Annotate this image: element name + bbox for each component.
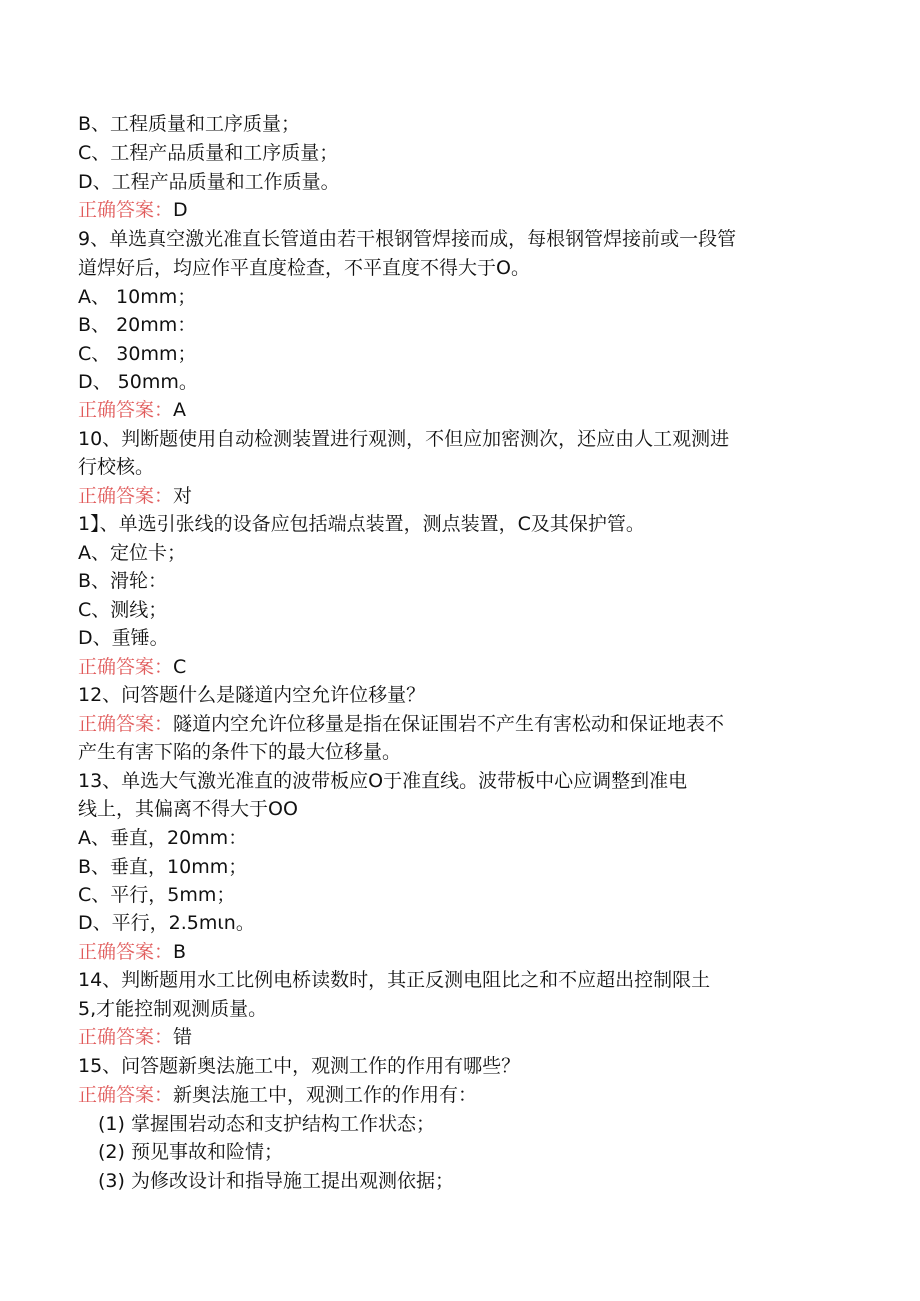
question-12 bbox=[78, 683, 425, 707]
text: 14、判断题用水工比例电桥读数时，其正反测电阻比之和不应超出控制限土 bbox=[78, 969, 711, 991]
text: 1】、单选引张线的设备应包括端点装置，测点装置，C及其保护管。 bbox=[78, 513, 645, 535]
option-b-q13 bbox=[78, 855, 247, 879]
text: D、 50mm。 bbox=[78, 371, 198, 393]
option-d-q9 bbox=[78, 370, 198, 394]
question-14-line-2 bbox=[78, 997, 267, 1021]
option-a-q13 bbox=[78, 826, 247, 850]
answer-q9 bbox=[78, 398, 186, 422]
option-b-q11 bbox=[78, 569, 167, 593]
answer-q15-item-1 bbox=[98, 1112, 435, 1136]
text: 9、单选真空激光准直长管道由若干根钢管焊接而成，每根钢管焊接前或一段管 bbox=[78, 228, 737, 250]
text: 10、判断题使用自动检测装置进行观测，不但应加密测次，还应由人工观测进 bbox=[78, 428, 730, 450]
option-c-q13 bbox=[78, 883, 235, 907]
text: (3) 为修改设计和指导施工提出观测依据； bbox=[98, 1170, 454, 1192]
text: B、滑轮： bbox=[78, 570, 168, 592]
text: A、 10mm； bbox=[78, 286, 197, 308]
text: D、重锤。 bbox=[78, 627, 169, 649]
answer-label: 正确答案： bbox=[78, 1026, 174, 1048]
answer-value: C bbox=[173, 656, 187, 678]
text: 线上，其偏离不得大于OO bbox=[78, 798, 298, 820]
option-d-q13 bbox=[78, 911, 255, 935]
text: C、平行，5mm； bbox=[78, 884, 236, 906]
question-13-line-1 bbox=[78, 769, 687, 793]
text: 产生有害下陷的条件下的最大位移量。 bbox=[78, 741, 402, 763]
answer-label: 正确答案： bbox=[78, 199, 174, 221]
option-c-q9 bbox=[78, 342, 197, 366]
text: B、工程质量和工序质量； bbox=[78, 113, 301, 135]
text: 12、问答题什么是隧道内空允许位移量？ bbox=[78, 684, 426, 706]
answer-value: B bbox=[173, 941, 187, 963]
question-13-line-2 bbox=[78, 797, 298, 821]
answer-label: 正确答案： bbox=[78, 399, 174, 421]
option-b-q9 bbox=[78, 313, 196, 337]
text: A、垂直，20mm： bbox=[78, 827, 248, 849]
text: D、平行，2.5mιn。 bbox=[78, 912, 255, 934]
text: B、垂直，10mm； bbox=[78, 856, 248, 878]
option-a-q11 bbox=[78, 541, 186, 565]
text: 行校核。 bbox=[78, 456, 155, 478]
answer-q10 bbox=[78, 484, 192, 508]
answer-label: 正确答案： bbox=[78, 485, 174, 507]
answer-q15-item-2 bbox=[98, 1140, 283, 1164]
question-15 bbox=[78, 1054, 520, 1078]
answer-value: 新奥法施工中，观测工作的作用有： bbox=[173, 1084, 478, 1106]
text: C、测线； bbox=[78, 599, 168, 621]
text: (2) 预见事故和险情； bbox=[98, 1141, 283, 1163]
text: (1) 掌握围岩动态和支护结构工作状态； bbox=[98, 1113, 435, 1135]
text: A、定位卡； bbox=[78, 542, 186, 564]
text: 道焊好后，均应作平直度检查，不平直度不得大于O。 bbox=[78, 257, 530, 279]
option-c-q11 bbox=[78, 598, 167, 622]
answer-value: 隧道内空允许位移量是指在保证围岩不产生有害松动和保证地表不 bbox=[173, 713, 725, 735]
answer-q15-item-3 bbox=[98, 1169, 454, 1193]
answer-q15 bbox=[78, 1083, 477, 1107]
answer-label: 正确答案： bbox=[78, 656, 174, 678]
text: C、 30mm； bbox=[78, 343, 197, 365]
answer-label: 正确答案： bbox=[78, 713, 174, 735]
question-9-line-1 bbox=[78, 227, 736, 251]
answer-q14 bbox=[78, 1025, 192, 1049]
text: D、工程产品质量和工作质量。 bbox=[78, 171, 340, 193]
answer-q8 bbox=[78, 198, 188, 222]
answer-q12-continued bbox=[78, 740, 401, 764]
text: 15、问答题新奥法施工中，观测工作的作用有哪些？ bbox=[78, 1055, 521, 1077]
question-10-line-1 bbox=[78, 427, 729, 451]
option-d-q8 bbox=[78, 170, 340, 194]
answer-label: 正确答案： bbox=[78, 1084, 174, 1106]
question-14-line-1 bbox=[78, 968, 710, 992]
answer-q12 bbox=[78, 712, 724, 736]
text: 13、单选大气激光准直的波带板应O于准直线。波带板中心应调整到准电 bbox=[78, 770, 688, 792]
text: C、工程产品质量和工序质量； bbox=[78, 142, 339, 164]
option-b-q8 bbox=[78, 112, 300, 136]
text: 5,才能控制观测质量。 bbox=[78, 998, 268, 1020]
answer-value: 对 bbox=[173, 485, 193, 507]
text: B、 20mm： bbox=[78, 314, 197, 336]
answer-value: 错 bbox=[173, 1026, 193, 1048]
option-a-q9 bbox=[78, 285, 196, 309]
answer-value: A bbox=[173, 399, 187, 421]
answer-q13 bbox=[78, 940, 186, 964]
option-c-q8 bbox=[78, 141, 338, 165]
answer-label: 正确答案： bbox=[78, 941, 174, 963]
answer-q11 bbox=[78, 655, 186, 679]
question-9-line-2 bbox=[78, 256, 530, 280]
answer-value: D bbox=[173, 199, 188, 221]
question-10-line-2 bbox=[78, 455, 154, 479]
question-11 bbox=[78, 512, 645, 536]
option-d-q11 bbox=[78, 626, 169, 650]
